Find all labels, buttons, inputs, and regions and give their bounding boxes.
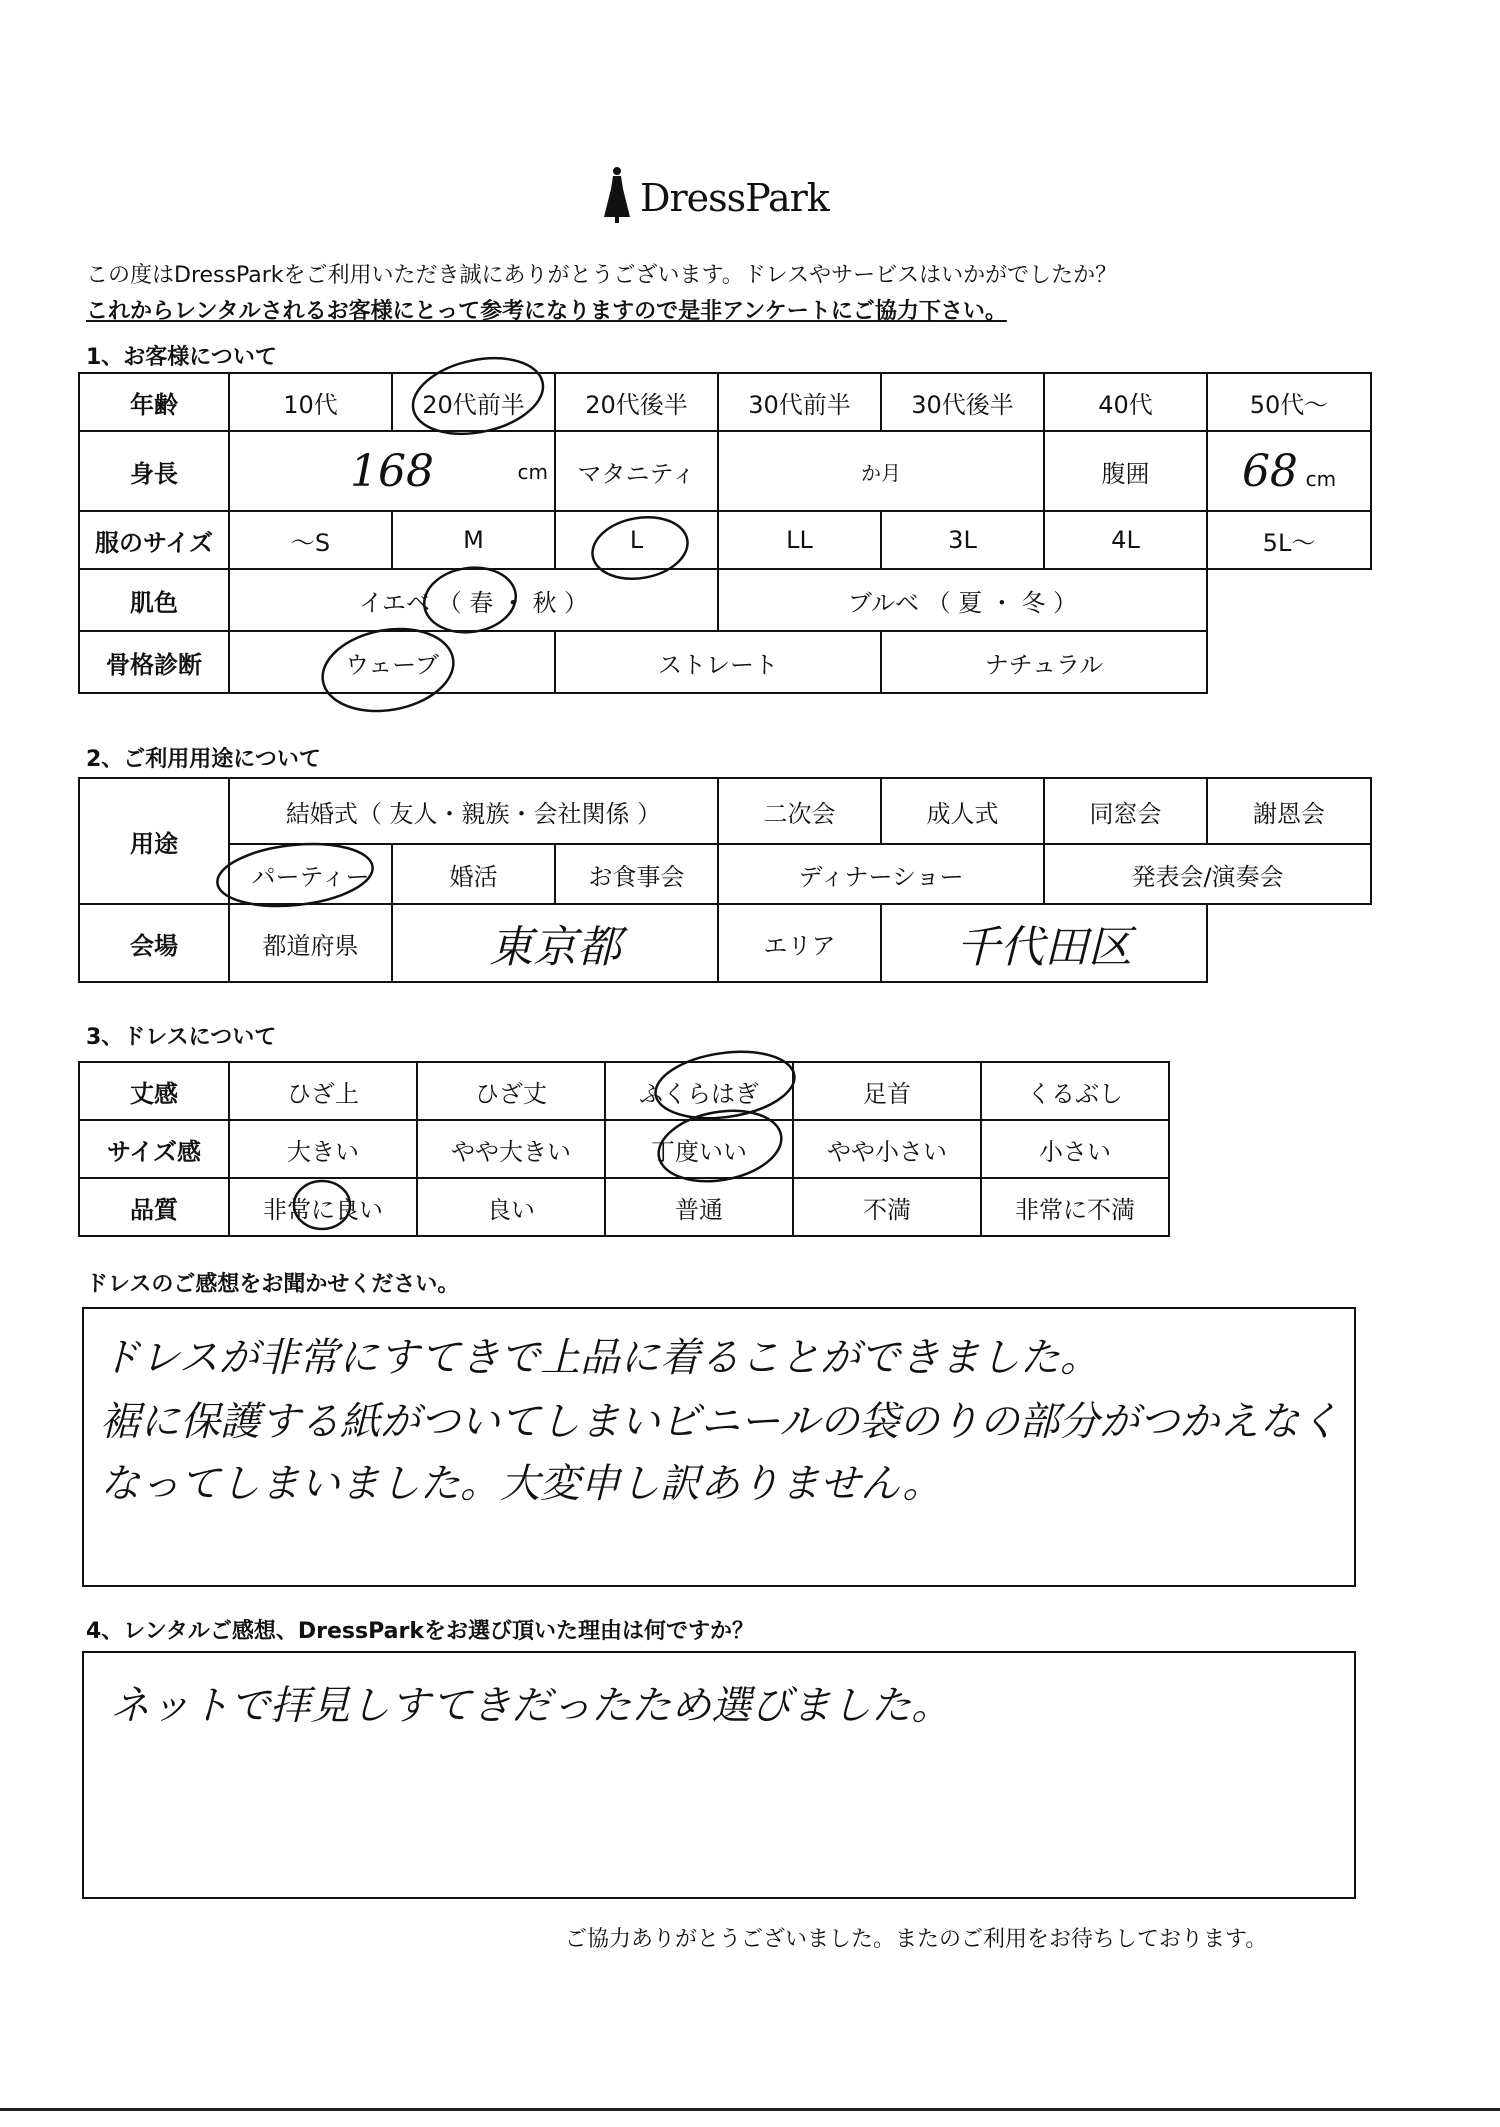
dress-comment-line: 裾に保護する紙がついてしまいビニールの袋のりの部分がつかえなく — [100, 1399, 1340, 1445]
size-option-selected[interactable]: L — [555, 511, 718, 569]
size-option[interactable]: 4L — [1044, 511, 1207, 569]
skeleton-label: 骨格診断 — [79, 631, 229, 693]
purpose-option[interactable]: 二次会 — [718, 778, 881, 844]
quality-option-selected[interactable]: 非常に良い — [229, 1178, 417, 1236]
skeleton-option-selected[interactable]: ウェーブ — [229, 631, 555, 693]
skin-yellow-base[interactable]: イエベ （ 春 ・ 秋 ） — [229, 569, 718, 631]
fit-option[interactable]: やや小さい — [793, 1120, 981, 1178]
fit-option[interactable]: 大きい — [229, 1120, 417, 1178]
skin-label: 肌色 — [79, 569, 229, 631]
length-label: 丈感 — [79, 1062, 229, 1120]
quality-label: 品質 — [79, 1178, 229, 1236]
age-option[interactable]: 30代前半 — [718, 373, 881, 431]
maternity-label: マタニティ — [555, 431, 718, 511]
fit-option[interactable]: やや大きい — [417, 1120, 605, 1178]
length-option-selected[interactable]: ふくらはぎ — [605, 1062, 793, 1120]
quality-option[interactable]: 普通 — [605, 1178, 793, 1236]
purpose-option[interactable]: お食事会 — [555, 844, 718, 904]
size-option[interactable]: LL — [718, 511, 881, 569]
reason-answer: ネットで拝見しすてきだったため選びました。 — [110, 1683, 952, 1729]
customer-table — [78, 372, 1372, 694]
age-option[interactable]: 20代後半 — [555, 373, 718, 431]
dress-comment-prompt: ドレスのご感想をお聞かせください。 — [86, 1272, 460, 1297]
footer-divider — [0, 2108, 1500, 2111]
length-option[interactable]: くるぶし — [981, 1062, 1169, 1120]
purpose-table — [78, 777, 1372, 983]
prefecture-field[interactable] — [392, 904, 718, 982]
prefecture-label: 都道府県 — [229, 904, 392, 982]
height-value: 168 — [350, 445, 434, 497]
height-field[interactable] — [229, 431, 555, 511]
section4-heading: 4、レンタルご感想、DressParkをお選び頂いた理由は何ですか？ — [86, 1619, 754, 1644]
purpose-option[interactable]: 婚活 — [392, 844, 555, 904]
age-option[interactable]: 10代 — [229, 373, 392, 431]
purpose-label: 用途 — [79, 778, 229, 904]
dress-table — [78, 1061, 1170, 1237]
purpose-option[interactable]: 結婚式（ 友人・親族・会社関係 ） — [229, 778, 718, 844]
skeleton-option[interactable]: ストレート — [555, 631, 881, 693]
section1-heading: 1、お客様について — [86, 345, 277, 370]
purpose-option[interactable]: 同窓会 — [1044, 778, 1207, 844]
area-label: エリア — [718, 904, 881, 982]
purpose-option[interactable]: 謝恩会 — [1207, 778, 1371, 844]
skin-blue-base[interactable]: ブルベ （ 夏 ・ 冬 ） — [718, 569, 1207, 631]
length-option[interactable]: ひざ上 — [229, 1062, 417, 1120]
intro-thanks: この度はDressParkをご利用いただき誠にありがとうございます。ドレスやサービスはいかがでしたか？ — [86, 263, 1118, 288]
age-option[interactable]: 30代後半 — [881, 373, 1044, 431]
age-option-selected[interactable]: 20代前半 — [392, 373, 555, 431]
height-unit: cm — [517, 460, 548, 484]
fit-option-selected[interactable]: 丁度いい — [605, 1120, 793, 1178]
size-label: 服のサイズ — [79, 511, 229, 569]
quality-option[interactable]: 非常に不満 — [981, 1178, 1169, 1236]
fit-option[interactable]: 小さい — [981, 1120, 1169, 1178]
size-option[interactable]: ～S — [229, 511, 392, 569]
age-option[interactable]: 50代～ — [1207, 373, 1371, 431]
purpose-option[interactable]: 成人式 — [881, 778, 1044, 844]
waist-label: 腹囲 — [1044, 431, 1207, 511]
length-option[interactable]: 足首 — [793, 1062, 981, 1120]
height-label: 身長 — [79, 431, 229, 511]
closing-message: ご協力ありがとうございました。またのご利用をお待ちしております。 — [565, 1927, 1268, 1952]
size-option[interactable]: M — [392, 511, 555, 569]
age-option[interactable]: 40代 — [1044, 373, 1207, 431]
maternity-unit: か月 — [861, 460, 901, 485]
area-field[interactable] — [881, 904, 1207, 982]
skeleton-option[interactable]: ナチュラル — [881, 631, 1207, 693]
maternity-field[interactable] — [718, 431, 1044, 511]
waist-field[interactable] — [1207, 431, 1371, 511]
size-option[interactable]: 5L～ — [1207, 511, 1371, 569]
brand-name: DressPark — [640, 176, 829, 220]
purpose-option[interactable]: ディナーショー — [718, 844, 1044, 904]
purpose-option-selected[interactable]: パーティー — [229, 844, 392, 904]
quality-option[interactable]: 良い — [417, 1178, 605, 1236]
waist-value: 68 — [1241, 445, 1298, 497]
venue-label: 会場 — [79, 904, 229, 982]
dress-comment-line: なってしまいました。大変申し訳ありません。 — [100, 1461, 943, 1507]
prefecture-value: 東京都 — [489, 922, 621, 973]
age-label: 年齢 — [79, 373, 229, 431]
waist-unit: cm — [1305, 466, 1337, 491]
purpose-option[interactable]: 発表会/演奏会 — [1044, 844, 1371, 904]
section3-heading: 3、ドレスについて — [86, 1025, 277, 1050]
section2-heading: 2、ご利用用途について — [86, 747, 321, 772]
size-option[interactable]: 3L — [881, 511, 1044, 569]
quality-option[interactable]: 不満 — [793, 1178, 981, 1236]
length-option[interactable]: ひざ丈 — [417, 1062, 605, 1120]
dress-mannequin-icon — [600, 165, 634, 225]
dress-comment-line: ドレスが非常にすてきで上品に着ることができました。 — [100, 1335, 1100, 1381]
intro-request: これからレンタルされるお客様にとって参考になりますので是非アンケートにご協力下さい。 — [86, 299, 1007, 324]
fit-label: サイズ感 — [79, 1120, 229, 1178]
area-value: 千代田区 — [956, 922, 1133, 973]
